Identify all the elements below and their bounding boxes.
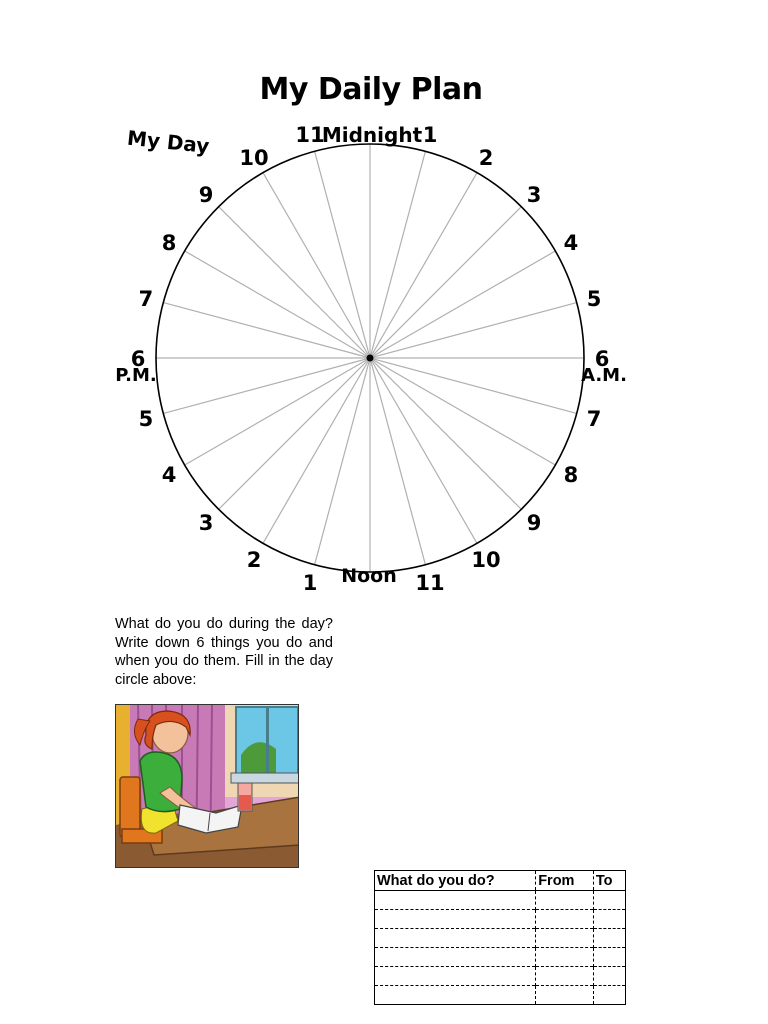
clock-spoke bbox=[370, 303, 577, 358]
hour-label-pm-4: 4 bbox=[161, 463, 177, 487]
table-row bbox=[375, 948, 626, 967]
table-row bbox=[375, 986, 626, 1005]
hour-label-pm-5: 5 bbox=[138, 407, 154, 431]
table-header-row bbox=[375, 871, 626, 891]
clock-spoke bbox=[163, 358, 370, 413]
clock-spoke bbox=[163, 303, 370, 358]
clock-spoke bbox=[370, 358, 521, 509]
hour-label-am-10: 10 bbox=[471, 547, 501, 572]
instructions-text: What do you do during the day? Write down 6 things you do and when you do them. Fill in the day circle above: bbox=[115, 616, 333, 688]
from-cell[interactable] bbox=[536, 891, 594, 910]
hour-label-pm-9: 9 bbox=[198, 183, 214, 207]
what-cell[interactable] bbox=[375, 891, 536, 910]
hour-label-am-5: 5 bbox=[586, 287, 602, 311]
pm-label: P.M. bbox=[115, 365, 157, 386]
clock-spoke bbox=[315, 358, 370, 565]
activity-table bbox=[374, 870, 626, 1005]
hour-label-pm-10: 10 bbox=[239, 146, 269, 171]
to-column-header: To bbox=[593, 871, 625, 891]
hour-label-pm-11: 11 bbox=[295, 122, 325, 147]
hour-label-pm-6: 6 bbox=[130, 347, 146, 371]
from-cell[interactable] bbox=[536, 967, 594, 986]
noon-label: Noon bbox=[341, 565, 397, 587]
hour-label-am-9: 9 bbox=[526, 511, 542, 535]
girl-reading-image bbox=[116, 705, 299, 868]
clock-spoke bbox=[370, 251, 555, 358]
what-column-header: What do you do? bbox=[375, 871, 536, 891]
table-row bbox=[375, 929, 626, 948]
am-label: A.M. bbox=[581, 365, 627, 386]
what-cell[interactable] bbox=[375, 929, 536, 948]
clock-spoke bbox=[370, 151, 425, 358]
clock-spoke bbox=[219, 358, 370, 509]
to-cell[interactable] bbox=[593, 986, 625, 1005]
from-column-header: From bbox=[536, 871, 594, 891]
clock-spoke bbox=[219, 207, 370, 358]
to-cell[interactable] bbox=[593, 948, 625, 967]
from-cell[interactable] bbox=[536, 929, 594, 948]
clock-center-dot bbox=[367, 355, 374, 362]
hour-label-pm-2: 2 bbox=[246, 547, 262, 572]
clock-spoke bbox=[370, 358, 577, 413]
table-row bbox=[375, 910, 626, 929]
midnight-label: Midnight bbox=[321, 123, 423, 147]
from-cell[interactable] bbox=[536, 948, 594, 967]
hour-label-am-3: 3 bbox=[526, 183, 542, 207]
to-cell[interactable] bbox=[593, 967, 625, 986]
clock-spoke bbox=[185, 251, 370, 358]
to-cell[interactable] bbox=[593, 891, 625, 910]
to-cell[interactable] bbox=[593, 910, 625, 929]
hour-label-pm-7: 7 bbox=[138, 287, 154, 311]
girl-reading-illustration bbox=[115, 704, 299, 868]
to-cell[interactable] bbox=[593, 929, 625, 948]
clock-spoke bbox=[315, 151, 370, 358]
hour-label-am-4: 4 bbox=[563, 231, 579, 255]
hour-label-am-8: 8 bbox=[563, 463, 579, 487]
clock-spoke bbox=[370, 358, 555, 465]
clock-spoke bbox=[370, 173, 477, 358]
what-cell[interactable] bbox=[375, 910, 536, 929]
clock-spoke bbox=[185, 358, 370, 465]
from-cell[interactable] bbox=[536, 986, 594, 1005]
hour-label-pm-3: 3 bbox=[198, 511, 214, 535]
hour-label-am-7: 7 bbox=[586, 407, 602, 431]
my-day-label: My Day bbox=[126, 125, 211, 159]
clock-spoke bbox=[263, 173, 370, 358]
what-cell[interactable] bbox=[375, 948, 536, 967]
hour-label-am-2: 2 bbox=[478, 146, 494, 171]
hour-label-pm-1: 1 bbox=[302, 571, 318, 596]
table-row bbox=[375, 891, 626, 910]
clock-spoke bbox=[370, 207, 521, 358]
hour-label-am-1: 1 bbox=[422, 122, 438, 147]
what-cell[interactable] bbox=[375, 967, 536, 986]
page-title: My Daily Plan bbox=[259, 72, 483, 107]
table-row bbox=[375, 967, 626, 986]
hour-label-pm-8: 8 bbox=[161, 231, 177, 255]
clock-spoke bbox=[370, 358, 477, 543]
from-cell[interactable] bbox=[536, 910, 594, 929]
hour-label-am-11: 11 bbox=[415, 571, 445, 596]
clock-spoke bbox=[263, 358, 370, 543]
clock-spoke bbox=[370, 358, 425, 565]
what-cell[interactable] bbox=[375, 986, 536, 1005]
hour-label-am-6: 6 bbox=[594, 347, 610, 371]
activity-table-body bbox=[375, 891, 626, 1005]
